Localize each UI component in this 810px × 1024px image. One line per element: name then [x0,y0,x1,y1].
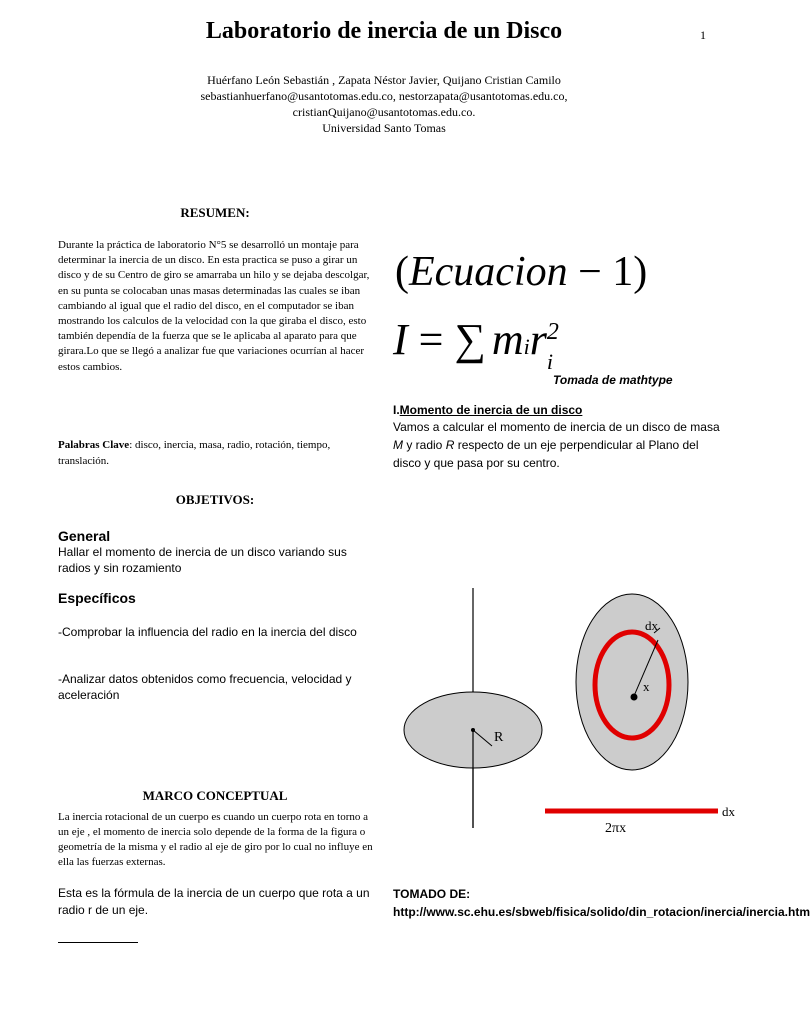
figure-source: TOMADO DE: http://www.sc.ehu.es/sbweb/fisica/solido/din_rotacion/inercia/inercia.htm [393,887,810,919]
keywords [58,438,380,469]
ring-radius-label: x [643,679,650,694]
section-mass-symbol: M [393,438,403,452]
section-title: Momento de inercia de un disco [399,403,583,417]
strip-length-label: 2πx [605,821,627,836]
inertia-equation [393,315,563,372]
equation-sub-i-2: i [546,349,554,374]
section-text-3: respecto de un eje perpendicular al Plano del disco y que pasa por su centro. [393,438,699,470]
equation-sum: ∑ [454,315,486,364]
page-number: 1 [700,28,706,42]
equation-sup: 2 [546,319,559,345]
equation-sub-i: i [523,334,530,359]
equation-radius: r [529,315,547,364]
formula-text: Esta es la fórmula de la inercia de un cuerpo que rota a un radio r de un eje. [58,886,370,917]
marco-heading: MARCO CONCEPTUAL [142,788,288,803]
equation-label [395,248,647,296]
disk-center [471,728,475,732]
author-emails-2: cristianQuijano@usantotomas.edu.co. [292,105,476,119]
keywords-label: Palabras Clave [58,439,130,451]
keywords-text: : disco, inercia, masa, radio, rotación, tiempo, translación. [58,439,331,467]
equation-lhs: I [393,315,408,364]
section-text-1: Vamos a calcular el momento de inercia de un disco de masa [393,420,720,434]
section-radius-symbol: R [445,438,455,452]
equation-label-word: Ecuacion [409,249,568,295]
disk-diagram [390,580,750,840]
section-text [393,418,723,472]
equation-label-rest: − 1) [567,249,648,295]
author-names: Huérfano León Sebastián , Zapata Néstor Javier, Quijano Cristian Camilo [207,73,561,87]
objetivos-heading: OBJETIVOS: [175,492,255,507]
authors-block [0,72,768,136]
ring-width-label: dx [645,618,658,633]
equation-source: Tomada de mathtype [553,373,673,387]
section-heading [393,403,582,417]
especificos-heading: Específicos [58,590,136,606]
equation-label-open: ( [395,249,409,295]
general-text: Hallar el momento de inercia de un disco variando sus radios y sin rozamiento [58,545,347,575]
resumen-heading: RESUMEN: [180,205,250,220]
radius-label: R [494,730,504,745]
footnote-rule [58,942,138,943]
university: Universidad Santo Tomas [322,121,446,135]
resumen-text: Durante la práctica de laboratorio N°5 se desarrolló un montaje para determinar la inercia de un disco. En esta practica se puso a girar un disco y de su Centro de giro se amarraba un hilo y se dejaba descolgar, en su punta se colocaban unas masas determinadas las cuales se iban cambiando al igual que el radio del disco, en el computador se iban mostrando los calculos de la velocidad con la que giraba el disco, esto también dependía de la fuerza que se le aplicaba al aparato para que girara.Lo que se llegó a analizar fue que variaciones ocurrían al hacer estos cambios. [58,239,370,373]
paper-title: Laboratorio de inercia de un Disco [205,18,563,44]
section-text-2: y radio [403,438,446,452]
equation-equals: = [407,315,455,364]
especifico-item-1: -Comprobar la influencia del radio en la inercia del disco [58,625,357,639]
top-view-center [631,694,638,701]
equation-mass: m [491,315,524,364]
marco-text: La inercia rotacional de un cuerpo es cuando un cuerpo rota en torno a un eje , el momento de inercia solo depende de la forma de la figura o geometría de la misma y el radio al eje de giro por lo cual no influye en ella las fuerzas externas. [58,811,373,868]
author-emails: sebastianhuerfano@usantotomas.edu.co, nestorzapata@usantotomas.edu.co, [200,89,568,103]
general-heading: General [58,528,111,544]
especifico-item-2: -Analizar datos obtenidos como frecuencia, velocidad y aceleración [58,672,352,702]
strip-width-label: dx [722,804,735,819]
section-number: I. [393,403,400,417]
